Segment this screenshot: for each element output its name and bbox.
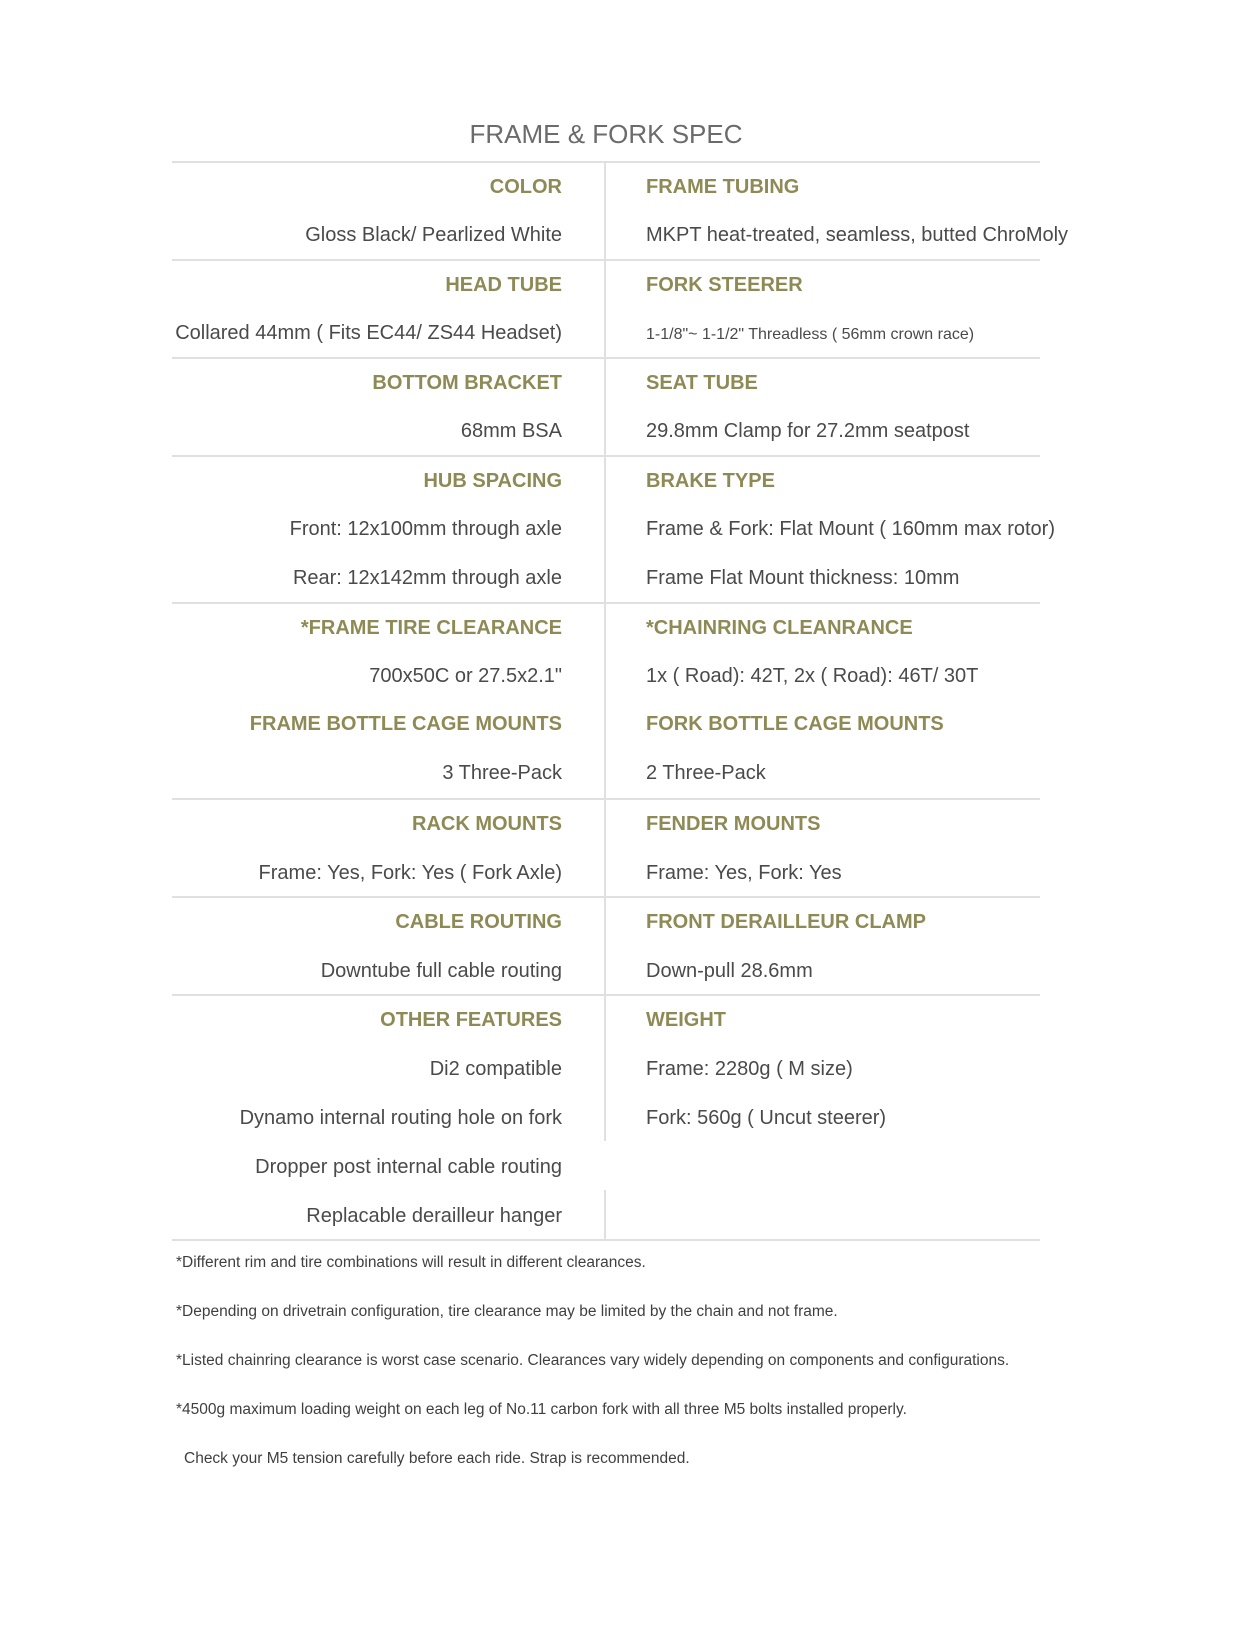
divider [172,798,1040,800]
spec-value-bottom-bracket: 68mm BSA [460,420,562,442]
divider [172,994,1040,996]
column-divider [604,162,606,1141]
footnote: *4500g maximum loading weight on each leg of No.11 carbon fork with all three M5 bolts installed properly. [176,1401,907,1418]
spec-value-flat-mount-thickness: Frame Flat Mount thickness: 10mm [646,567,960,589]
spec-value-hub-spacing-rear: Rear: 12x142mm through axle [292,567,562,589]
spec-value-frame-weight: Frame: 2280g ( M size) [646,1058,853,1080]
page-title: FRAME & FORK SPEC [469,119,743,149]
spec-label-cable-routing: CABLE ROUTING [395,911,562,933]
column-divider [604,1190,606,1240]
divider [172,455,1040,457]
spec-label-fender-mounts: FENDER MOUNTS [646,813,821,835]
spec-value-color: Gloss Black/ Pearlized White [305,224,562,246]
divider [172,896,1040,898]
spec-label-frame-tire-clearance: *FRAME TIRE CLEARANCE [300,617,562,639]
divider [172,1239,1040,1241]
spec-label-bottom-bracket: BOTTOM BRACKET [372,372,562,394]
spec-value-cable-routing: Downtube full cable routing [320,960,562,982]
spec-label-chainring-clearance: *CHAINRING CLEANRANCE [646,617,913,639]
spec-label-frame-tubing: FRAME TUBING [646,176,800,198]
spec-value-seat-tube: 29.8mm Clamp for 27.2mm seatpost [646,420,970,442]
spec-label-brake-type: BRAKE TYPE [646,470,775,492]
spec-value-dynamo-routing: Dynamo internal routing hole on fork [239,1107,562,1129]
spec-value-rack-mounts: Frame: Yes, Fork: Yes ( Fork Axle) [258,862,562,884]
spec-label-front-derailleur-clamp: FRONT DERAILLEUR CLAMP [646,911,926,933]
spec-label-hub-spacing: HUB SPACING [423,470,562,492]
spec-value-head-tube: Collared 44mm ( Fits EC44/ ZS44 Headset) [175,322,562,344]
spec-label-frame-bottle-cage-mounts: FRAME BOTTLE CAGE MOUNTS [249,713,562,735]
spec-value-chainring-clearance: 1x ( Road): 42T, 2x ( Road): 46T/ 30T [646,665,979,687]
spec-value-fork-steerer: 1-1/8"~ 1-1/2" Threadless ( 56mm crown race) [646,326,975,343]
spec-label-weight: WEIGHT [646,1009,726,1031]
footnote: *Different rim and tire combinations will result in different clearances. [176,1254,646,1271]
footnote: *Depending on drivetrain configuration, tire clearance may be limited by the chain and not frame. [176,1303,838,1320]
spec-value-frame-tire-clearance: 700x50C or 27.5x2.1" [369,665,562,687]
spec-label-rack-mounts: RACK MOUNTS [412,813,562,835]
divider [172,259,1040,261]
spec-label-fork-bottle-cage-mounts: FORK BOTTLE CAGE MOUNTS [646,713,944,735]
spec-value-frame-bottle-cage-mounts: 3 Three-Pack [442,762,562,784]
footnote: *Listed chainring clearance is worst case scenario. Clearances vary widely depending on components and configurations. [176,1352,1010,1369]
spec-label-seat-tube: SEAT TUBE [646,372,758,394]
spec-value-fender-mounts: Frame: Yes, Fork: Yes [646,862,842,884]
spec-value-di2: Di2 compatible [429,1058,562,1080]
divider [172,602,1040,604]
divider [172,161,1040,163]
spec-value-fork-bottle-cage-mounts: 2 Three-Pack [646,762,766,784]
spec-value-fork-weight: Fork: 560g ( Uncut steerer) [646,1107,887,1129]
spec-value-hub-spacing-front: Front: 12x100mm through axle [289,518,562,540]
divider [172,357,1040,359]
spec-label-head-tube: HEAD TUBE [445,274,562,296]
spec-label-other-features: OTHER FEATURES [380,1009,562,1031]
footnote: Check your M5 tension carefully before each ride. Strap is recommended. [184,1450,690,1467]
spec-value-front-derailleur-clamp: Down-pull 28.6mm [646,960,813,982]
spec-value-derailleur-hanger: Replacable derailleur hanger [306,1205,562,1227]
spec-label-color: COLOR [489,176,562,198]
spec-value-dropper-routing: Dropper post internal cable routing [255,1156,562,1178]
spec-value-brake-type: Frame & Fork: Flat Mount ( 160mm max rotor) [646,518,1055,540]
spec-label-fork-steerer: FORK STEERER [646,274,803,296]
spec-value-frame-tubing: MKPT heat-treated, seamless, butted ChroMoly [646,224,1069,246]
